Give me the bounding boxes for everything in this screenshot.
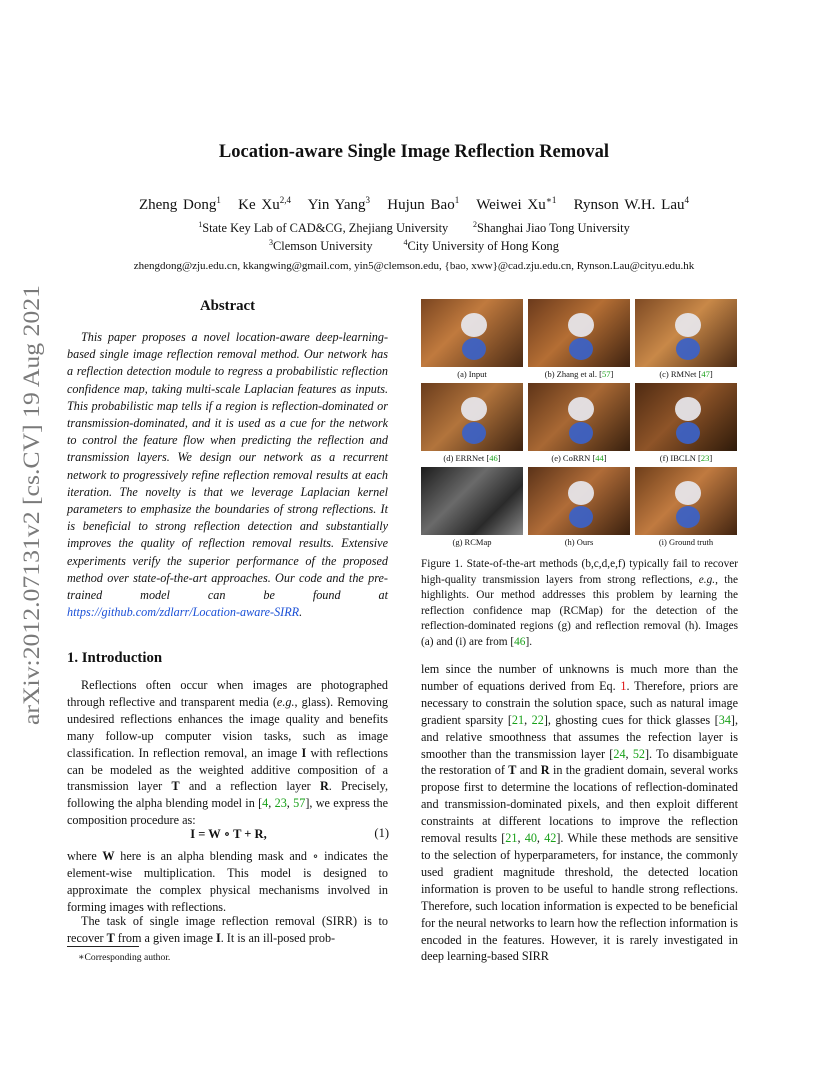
figure-caption-g: (g) RCMap [452, 537, 492, 547]
code-link[interactable]: https://github.com/zdlarr/Location-aware-SIRR [67, 605, 300, 620]
author: Zheng Dong$^1$ [138, 195, 221, 213]
author: Hujun Bao$^1$ [387, 195, 460, 213]
abstract-heading: Abstract [199, 298, 256, 314]
equation-text: I = W ∘ T + R, [190, 827, 267, 841]
affiliation-line-2 [0, 238, 828, 254]
affiliation: $^3$Clemson University [269, 238, 373, 254]
author: Rynson W.H. Lau$^4$ [573, 195, 689, 213]
figure-caption-f: (f) IBCLN [23] [659, 453, 713, 463]
affiliation: $^1$State Key Lab of CAD&CG, Zhejiang University [198, 220, 449, 236]
affiliation: $^2$Shanghai Jiao Tong University [473, 220, 630, 236]
abstract-text: This paper proposes a novel location-aware deep-learning-based single image reflection removal method. Our network has a reflection detection module to regress a probabilistic reflection confidence map, taking multi-scale Laplacian features as inputs. This probabilistic map tells if a region is reflection-dominated or transmission-dominated, and it is used as a cue for the network to control the feature flow when predicting the reflection and transmission layers. We design our network as a recurrent network to progressively refine reflection removal results at each iteration. The novelty is that we leverage Laplacian kernel parameters to emphasize the boundaries of strong reflections. It is beneficial to strong reflection detection and substantially improves the quality of reflection removal results. Extensive experiments verify the superior performance of the proposed method over state-of-the-art approaches. Our code and the pre-trained model can be found at https://github.com/zdlarr/Location-aware-SIRR. [67, 330, 388, 620]
figure-caption-a: (a) Input [457, 369, 487, 379]
footnote-rule [67, 946, 139, 947]
figure-caption-e: (e) CoRRN [44] [551, 453, 607, 463]
author: Weiwei $Xu^{∗1}$ [476, 195, 557, 213]
affiliation-line-1 [0, 220, 828, 236]
arxiv-stamp-text: arXiv:2012.07131v2 [cs.CV] 19 Aug 2021 [19, 322, 45, 725]
author: Yin Yang$^3$ [307, 195, 371, 213]
figure-1-caption: Figure 1. State-of-the-art methods (b,c,d,e,f) typically fail to recover high-quality transmission layers from strong reflections, e.g., the highlights. Our method addresses this problem by learning the reflection confidence map (RCMap) for the detection of the reflection-dominated regions (g) and reflection removal (h). Images (a) and (i) are from [46]. [421, 558, 738, 648]
figure-caption-h: (h) Ours [564, 537, 594, 547]
equation-number: (1) [374, 826, 389, 840]
author: Ke Xu$^{2,4}$ [238, 195, 291, 213]
intro-paragraph-2: where W here is an alpha blending mask and ∘ indicates the element-wise multiplication. This model is designed to approximate the complex physical mechanisms involved in forming images with reflections. [67, 849, 388, 914]
equation-1 [68, 826, 389, 842]
intro-heading: 1. Introduction [67, 650, 163, 666]
right-column-text: lem since the number of unknowns is much more than the number of equations derived from Eq. 1. Therefore, priors are necessary to constrain the solution space, such as natural image gradient sparsity [21, 22], ghosting cues for thick glasses [34], and relative smoothness that assumes the refection layer is smoother than the transmission layer [24, 52]. To disambiguate the restoration of T and R in the gradient domain, several works propose first to determine the locations of reflection-dominated and transmission-dominated pixels, and then exploit different constraints at different locations to improve the reflection removal results [21, 40, 42]. While these methods are sensitive to the selection of hyperparameters, for instance, the commonly used gradient magnitude threshold, the detected location information is proven to be useful to handle strong reflections. Therefore, such location information is expected to be beneficial for the neural networks to learn how the reflection information is encoded in the features. However, it is rarely investigated in deep learning-based SIRR [421, 662, 739, 964]
figure-caption-i: (i) Ground truth [658, 537, 714, 547]
affiliation: $^4$City University of Hong Kong [403, 238, 559, 254]
figure-caption-d: (d) ERRNet [46] [443, 453, 501, 463]
toy-silhouettes [421, 299, 737, 549]
figure-caption-b: (b) Zhang et al. [57] [544, 369, 614, 379]
arxiv-stamp [10, 280, 50, 730]
figure-1 [421, 299, 737, 549]
author-list [0, 195, 828, 214]
paper-title: Location-aware Single Image Reflection Removal [218, 142, 610, 162]
intro-paragraph-3: The task of single image reflection removal (SIRR) is to recover T from a given image I. It is an ill-posed prob- [67, 914, 388, 945]
figure-caption-c: (c) RMNet [47] [659, 369, 713, 379]
author-emails: zhengdong@zju.edu.cn, kkangwing@gmail.com, yin5@clemson.edu, {bao, xww}@cad.zju.edu.cn, Rynson.Lau@cityu.edu.hk [133, 260, 695, 272]
intro-paragraph-1: Reflections often occur when images are photographed through reflective and transparent media (e.g., glass). Removing undesired reflections enhances the image quality and benefits many follow-up computer vision tasks, such as image classification. In reflection removal, an image I with reflections can be modeled as the weighted additive composition of a transmission layer T and a reflection layer R. Precisely, following the alpha blending model in [4, 23, 57], we express the composition procedure as: [67, 678, 389, 828]
footnote: ∗Corresponding author. [78, 952, 171, 963]
